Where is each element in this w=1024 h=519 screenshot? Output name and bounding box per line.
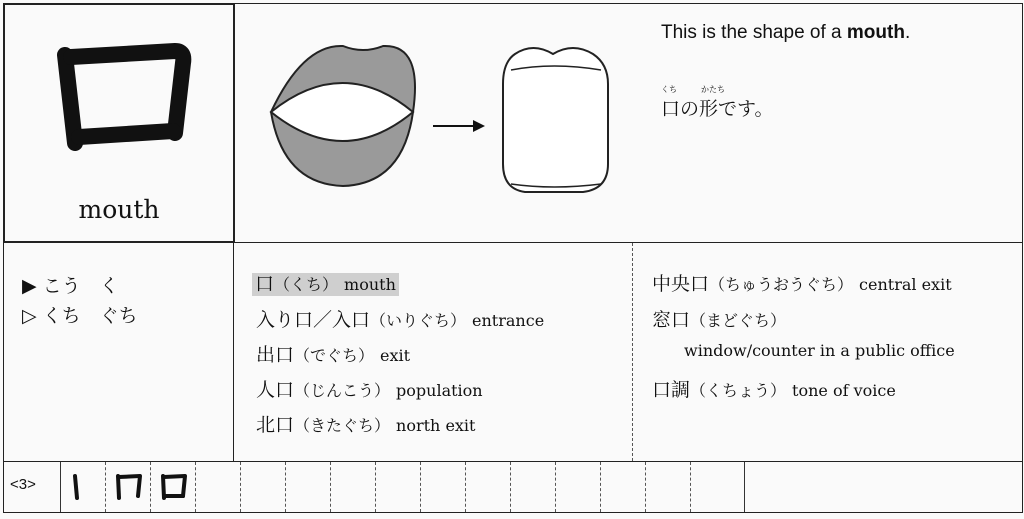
on-reading-marker: ▶ xyxy=(22,275,37,297)
vocab-item: 人口（じんこう） population xyxy=(256,379,483,401)
furigana-katachi: かたち xyxy=(701,85,725,94)
furigana-kuchi: くち xyxy=(661,85,677,94)
kun-reading xyxy=(22,301,138,328)
kanji-glyph-mouth xyxy=(35,13,205,183)
vocab-item: 口調（くちょう） tone of voice xyxy=(652,379,896,401)
stroke-order-box xyxy=(3,461,1023,513)
practice-cell xyxy=(690,462,735,512)
vocab-item: 窓口（まどぐち） xyxy=(652,309,787,331)
practice-cell xyxy=(330,462,375,512)
stroke-cell xyxy=(150,462,195,512)
practice-cell xyxy=(645,462,690,512)
on-reading xyxy=(22,271,119,298)
mouth-shape-illustration xyxy=(263,34,623,204)
origin-furigana xyxy=(661,84,773,94)
kanji-meaning: mouth xyxy=(78,195,160,224)
practice-cell xyxy=(600,462,645,512)
origin-en-bold: mouth xyxy=(846,22,905,43)
practice-cell xyxy=(420,462,465,512)
readings-box xyxy=(3,242,235,462)
stroke-2-glyph xyxy=(106,470,151,504)
practice-cell xyxy=(465,462,510,512)
vocab-item: 口（くち） mouth xyxy=(252,269,399,296)
vocabulary-box xyxy=(233,242,1023,462)
practice-cell xyxy=(195,462,240,512)
kanji-display-box xyxy=(3,3,235,243)
origin-jp-text: 口の形です。 xyxy=(661,98,774,120)
stroke-1-glyph xyxy=(61,470,106,504)
origin-english xyxy=(661,22,910,44)
practice-area xyxy=(744,462,1022,512)
origin-en-suffix: . xyxy=(904,22,911,43)
on-reading-text: こう く xyxy=(42,275,119,297)
practice-cell xyxy=(510,462,555,512)
practice-cell xyxy=(240,462,285,512)
practice-cell xyxy=(285,462,330,512)
stroke-cell xyxy=(60,462,105,512)
vocab-item-meaning: window/counter in a public office xyxy=(684,341,955,360)
kun-reading-text: くち ぐち xyxy=(42,305,138,327)
kun-reading-marker: ▷ xyxy=(22,305,37,327)
vocab-divider xyxy=(632,243,633,461)
stroke-count: <3> xyxy=(10,476,36,493)
vocab-item: 北口（きたぐち） north exit xyxy=(256,414,476,436)
vocab-item: 出口（でぐち） exit xyxy=(256,344,411,366)
vocab-item: 入り口／入口（いりぐち） entrance xyxy=(256,309,545,331)
kanji-origin-box xyxy=(233,3,1023,243)
origin-en-text: This is the shape of a xyxy=(661,22,847,43)
practice-cell xyxy=(375,462,420,512)
stroke-cell xyxy=(105,462,150,512)
practice-cell xyxy=(555,462,600,512)
origin-japanese xyxy=(661,84,773,121)
vocab-item: 中央口（ちゅうおうぐち） central exit xyxy=(652,273,952,295)
stroke-3-glyph xyxy=(151,470,196,504)
